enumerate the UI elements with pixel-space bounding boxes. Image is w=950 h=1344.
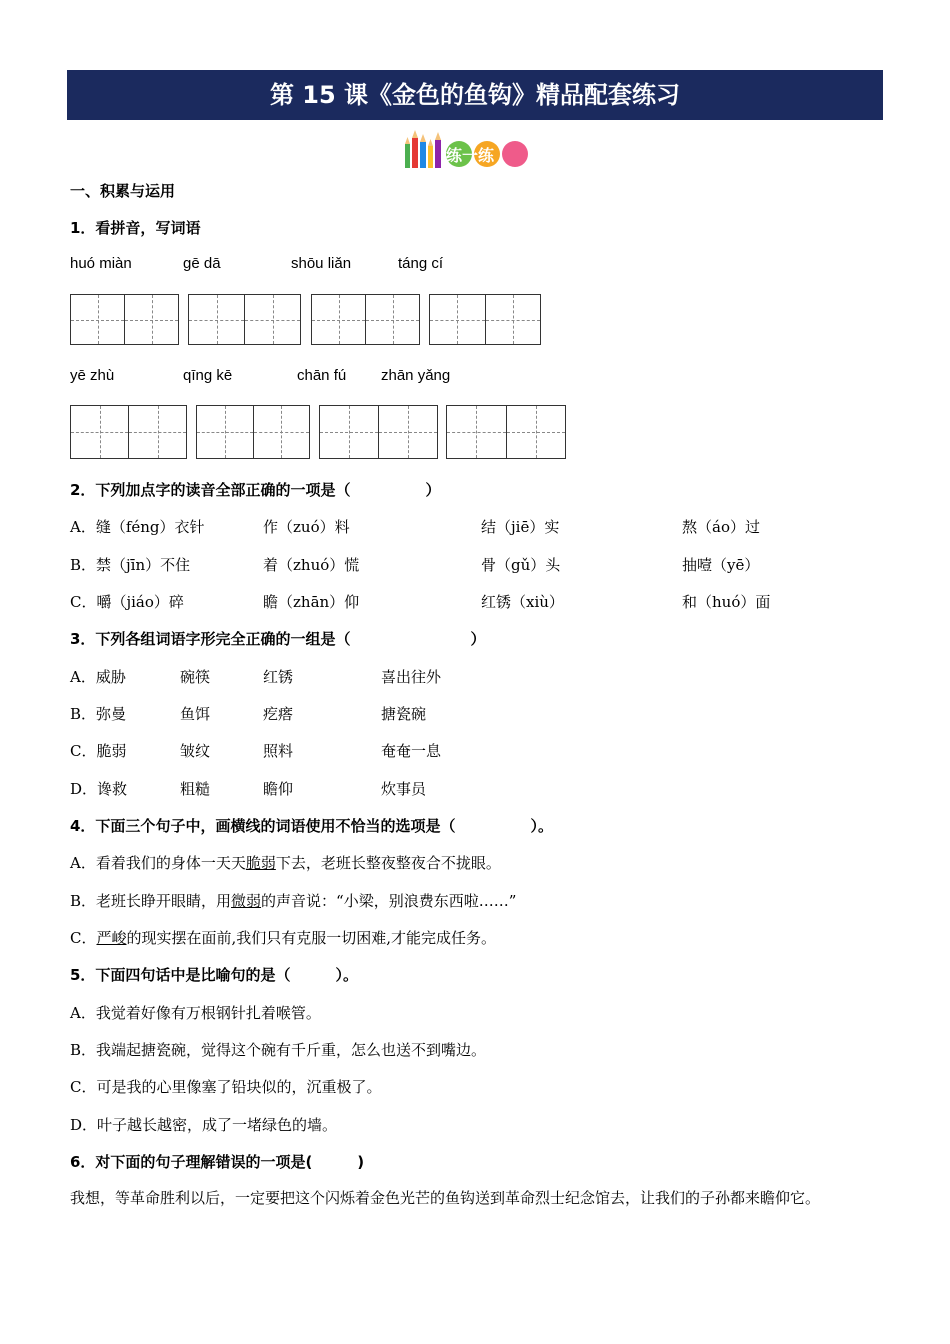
q3-word: 碗筷 [180,668,211,686]
q6-title: 6．对下面的句子理解错误的一项是( ) [70,1153,365,1171]
q6-passage: 我想，等革命胜利以后，一定要把这个闪烁着金色光芒的鱼钩送到革命烈士纪念馆去，让我们的子孙都来瞻仰它。 [70,1189,821,1207]
q3-word: 鱼饵 [180,705,211,723]
q3-title: 3．下列各组词语字形完全正确的一组是（ ） [70,630,486,648]
logo-text: 练一练 [446,146,495,165]
practice-logo [403,128,533,172]
q4-option-c: C．严峻的现实摆在面前,我们只有克服一切困难,才能完成任务。 [70,929,497,947]
q3-word: 粗糙 [180,780,211,798]
underlined-word: 脆弱 [245,854,276,872]
section-heading: 一、积累与运用 [70,182,176,200]
page-title: 第 15 课《金色的鱼钩》精品配套练习 [67,70,883,120]
q3-word: 红锈 [263,668,294,686]
q2-option: 和（huó）面 [682,593,771,611]
q2-option: A．缝（féng）衣针 [70,518,205,536]
underlined-word: 微弱 [231,892,262,910]
pinyin: táng cí [398,255,444,272]
writing-box[interactable] [70,405,187,459]
pinyin: chān fú [297,367,347,384]
q5-option: C．可是我的心里像塞了铅块似的，沉重极了。 [70,1078,382,1096]
pinyin: shōu liǎn [291,255,352,272]
q3-word: 奄奄一息 [381,742,442,760]
writing-box[interactable] [446,405,566,459]
q5-option: A．我觉着好像有万根钢针扎着喉管。 [70,1004,321,1022]
underlined-word: 严峻 [96,929,127,947]
pinyin: yē zhù [70,367,115,384]
pinyin: huó miàn [70,255,132,272]
q5-option: B．我端起搪瓷碗，觉得这个碗有千斤重，怎么也送不到嘴边。 [70,1041,487,1059]
q3-option: A．威胁 [70,668,126,686]
q2-title: 2．下列加点字的读音全部正确的一项是（ ） [70,481,441,499]
q3-option: B．弥曼 [70,705,127,723]
q3-word: 炊事员 [381,780,427,798]
q3-option: D．谗救 [70,780,128,798]
q3-word: 照料 [263,742,294,760]
q2-option: 结（jiē）实 [481,518,560,536]
q2-option: B．禁（jīn）不住 [70,556,191,574]
q5-option: D．叶子越长越密，成了一堵绿色的墙。 [70,1116,338,1134]
pinyin: qīng kē [183,367,233,384]
q2-option: 作（zuó）料 [263,518,350,536]
q4-option-a: A．看着我们的身体一天天脆弱下去，老班长整夜整夜合不拢眼。 [70,854,501,872]
q3-word: 喜出往外 [381,668,442,686]
writing-box[interactable] [188,294,301,345]
writing-box[interactable] [429,294,541,345]
q3-word: 皱纹 [180,742,211,760]
writing-box[interactable] [311,294,420,345]
q3-option: C．脆弱 [70,742,127,760]
q4-title: 4．下面三个句子中，画横线的词语使用不恰当的选项是（ ）。 [70,817,553,835]
q4-option-b: B．老班长睁开眼睛，用微弱的声音说：“小梁，别浪费东西啦……” [70,892,517,910]
q2-option: C．嚼（jiáo）碎 [70,593,184,611]
q2-option: 骨（gǔ）头 [481,556,561,574]
writing-box[interactable] [319,405,438,459]
q2-option: 抽噎（yē） [682,556,760,574]
writing-box[interactable] [196,405,310,459]
pinyin: gē dā [183,255,221,272]
writing-box[interactable] [70,294,179,345]
pinyin: zhān yǎng [381,367,451,384]
q3-word: 瞻仰 [263,780,294,798]
q2-option: 红锈（xiù） [481,593,564,611]
q1-title: 1．看拼音，写词语 [70,219,201,237]
q3-word: 搪瓷碗 [381,705,427,723]
q2-option: 熬（áo）过 [682,518,760,536]
q5-title: 5．下面四句话中是比喻句的是（ ）。 [70,966,358,984]
q3-word: 疙瘩 [263,705,294,723]
q2-option: 着（zhuó）慌 [263,556,360,574]
q2-option: 瞻（zhān）仰 [263,593,360,611]
